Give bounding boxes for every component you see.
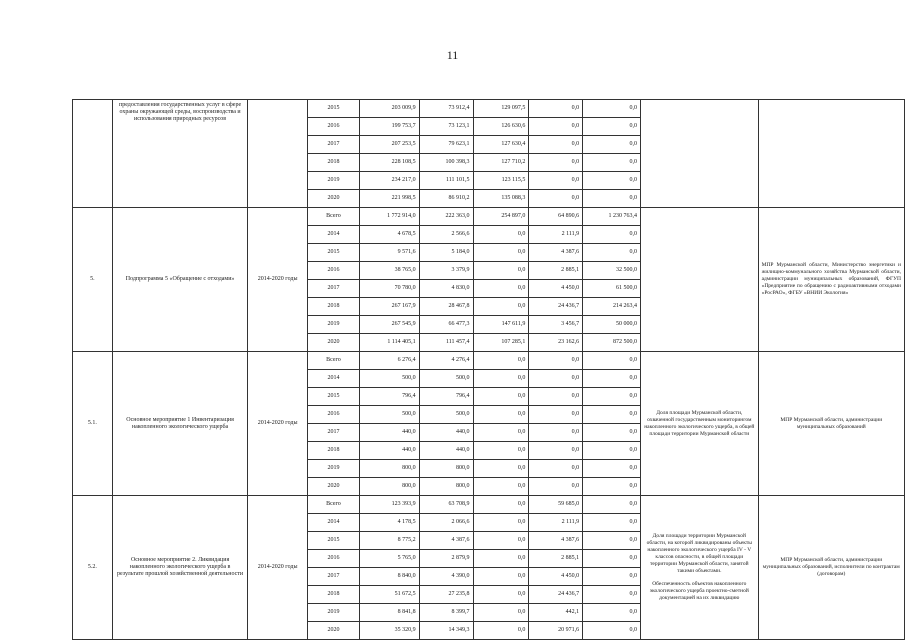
- amount-cell: 111 457,4: [419, 334, 473, 352]
- amount-cell: 3 456,7: [529, 316, 583, 334]
- year-cell: 2019: [308, 172, 360, 190]
- amount-cell: 0,0: [473, 244, 529, 262]
- amount-cell: 8 841,8: [359, 604, 419, 622]
- amount-cell: 59 685,0: [529, 496, 583, 514]
- amount-cell: 1 772 914,0: [359, 208, 419, 226]
- amount-cell: 27 235,8: [419, 586, 473, 604]
- amount-cell: 135 088,3: [473, 190, 529, 208]
- amount-cell: 107 285,1: [473, 334, 529, 352]
- amount-cell: 1 114 405,1: [359, 334, 419, 352]
- amount-cell: 86 910,2: [419, 190, 473, 208]
- executor-cell: [758, 100, 904, 208]
- year-cell: 2016: [308, 118, 360, 136]
- amount-cell: 2 111,9: [529, 514, 583, 532]
- period: 2014-2020 годы: [248, 496, 308, 640]
- amount-cell: 14 349,3: [419, 622, 473, 640]
- year-cell: 2015: [308, 244, 360, 262]
- amount-cell: 0,0: [473, 442, 529, 460]
- executor: МПР Мурманской области, Министерство энергетики и жилищно-коммунального хозяйства Мурманской области, администрации муниципальных образований, ФГУП «Предприятие по обращению с радиоактивными отходами «РосРАО», ФГБУ «ВНИИ Экология»: [758, 208, 904, 352]
- amount-cell: 79 623,1: [419, 136, 473, 154]
- table-row: [73, 208, 905, 226]
- amount-cell: 63 708,9: [419, 496, 473, 514]
- amount-cell: 127 630,4: [473, 136, 529, 154]
- amount-cell: 440,0: [359, 424, 419, 442]
- amount-cell: 2 111,9: [529, 226, 583, 244]
- amount-cell: 4 830,0: [419, 280, 473, 298]
- year-cell: 2020: [308, 478, 360, 496]
- amount-cell: 4 390,0: [419, 568, 473, 586]
- amount-cell: 0,0: [529, 388, 583, 406]
- amount-cell: 8 840,0: [359, 568, 419, 586]
- year-cell: 2014: [308, 370, 360, 388]
- amount-cell: 23 162,6: [529, 334, 583, 352]
- amount-cell: 500,0: [359, 406, 419, 424]
- amount-cell: 0,0: [529, 190, 583, 208]
- amount-cell: 796,4: [359, 388, 419, 406]
- indicator-2: Обеспеченность объектов накопленного экологического ущерба проектно-сметной документацией на их ликвидацию: [649, 581, 749, 601]
- year-cell: 2018: [308, 298, 360, 316]
- amount-cell: 0,0: [583, 622, 641, 640]
- amount-cell: 0,0: [583, 154, 641, 172]
- amount-cell: 3 379,9: [419, 262, 473, 280]
- amount-cell: 66 477,3: [419, 316, 473, 334]
- year-cell: Всего: [308, 496, 360, 514]
- amount-cell: 0,0: [583, 514, 641, 532]
- year-cell: 2015: [308, 532, 360, 550]
- amount-cell: 123 115,5: [473, 172, 529, 190]
- budget-table: [72, 99, 905, 640]
- amount-cell: 0,0: [529, 136, 583, 154]
- amount-cell: 228 108,5: [359, 154, 419, 172]
- amount-cell: 0,0: [583, 244, 641, 262]
- amount-cell: 24 436,7: [529, 298, 583, 316]
- amount-cell: 254 897,0: [473, 208, 529, 226]
- period-cell: [248, 100, 308, 208]
- program-name: Основное мероприятие 1 Инвентаризация накопленного экологического ущерба: [112, 352, 247, 496]
- amount-cell: 214 263,4: [583, 298, 641, 316]
- year-cell: 2014: [308, 514, 360, 532]
- amount-cell: 5 765,0: [359, 550, 419, 568]
- amount-cell: 61 500,0: [583, 280, 641, 298]
- amount-cell: 500,0: [359, 370, 419, 388]
- amount-cell: 0,0: [583, 586, 641, 604]
- amount-cell: 800,0: [359, 478, 419, 496]
- amount-cell: 440,0: [359, 442, 419, 460]
- amount-cell: 0,0: [473, 568, 529, 586]
- amount-cell: 0,0: [583, 136, 641, 154]
- amount-cell: 0,0: [529, 478, 583, 496]
- amount-cell: 203 009,9: [359, 100, 419, 118]
- amount-cell: 0,0: [583, 532, 641, 550]
- executor: МПР Мурманской области, администрации муниципальных образований: [758, 352, 904, 496]
- amount-cell: 9 571,6: [359, 244, 419, 262]
- amount-cell: 4 387,6: [529, 532, 583, 550]
- amount-cell: 872 500,0: [583, 334, 641, 352]
- amount-cell: 0,0: [583, 172, 641, 190]
- amount-cell: 0,0: [473, 226, 529, 244]
- year-cell: 2014: [308, 226, 360, 244]
- amount-cell: 64 890,6: [529, 208, 583, 226]
- amount-cell: 0,0: [529, 118, 583, 136]
- year-cell: 2015: [308, 388, 360, 406]
- indicator-cell: [641, 496, 759, 640]
- amount-cell: 0,0: [529, 406, 583, 424]
- year-cell: 2016: [308, 406, 360, 424]
- amount-cell: 0,0: [583, 550, 641, 568]
- amount-cell: 0,0: [583, 496, 641, 514]
- amount-cell: 0,0: [473, 622, 529, 640]
- amount-cell: 0,0: [583, 118, 641, 136]
- year-cell: 2015: [308, 100, 360, 118]
- program-name: Основное мероприятие 2. Ликвидация накопленного экологического ущерба в результате прошлой хозяйственной деятельности: [112, 496, 247, 640]
- amount-cell: 0,0: [473, 496, 529, 514]
- amount-cell: 0,0: [529, 154, 583, 172]
- amount-cell: 0,0: [473, 262, 529, 280]
- amount-cell: 4 387,6: [529, 244, 583, 262]
- year-cell: 2017: [308, 280, 360, 298]
- amount-cell: 126 630,6: [473, 118, 529, 136]
- amount-cell: 800,0: [419, 478, 473, 496]
- year-cell: 2017: [308, 424, 360, 442]
- amount-cell: 4 387,6: [419, 532, 473, 550]
- year-cell: 2019: [308, 604, 360, 622]
- indicator: Доля площади Мурманской области, охваченной государственным мониторингом накопленного экологического ущерба, в общей площади территории Мурманской области: [641, 352, 759, 496]
- amount-cell: 0,0: [473, 298, 529, 316]
- year-cell: 2019: [308, 460, 360, 478]
- year-cell: 2019: [308, 316, 360, 334]
- amount-cell: 0,0: [529, 100, 583, 118]
- amount-cell: 267 167,9: [359, 298, 419, 316]
- amount-cell: 0,0: [473, 352, 529, 370]
- amount-cell: 50 000,0: [583, 316, 641, 334]
- amount-cell: 500,0: [419, 370, 473, 388]
- amount-cell: 267 545,9: [359, 316, 419, 334]
- amount-cell: 0,0: [529, 370, 583, 388]
- amount-cell: 111 101,5: [419, 172, 473, 190]
- amount-cell: 221 998,5: [359, 190, 419, 208]
- period: 2014-2020 годы: [248, 208, 308, 352]
- amount-cell: 0,0: [583, 406, 641, 424]
- amount-cell: 100 398,3: [419, 154, 473, 172]
- amount-cell: 73 912,4: [419, 100, 473, 118]
- table-row: [73, 496, 905, 514]
- amount-cell: 70 780,0: [359, 280, 419, 298]
- amount-cell: 2 066,6: [419, 514, 473, 532]
- amount-cell: 2 885,1: [529, 262, 583, 280]
- amount-cell: 0,0: [583, 604, 641, 622]
- period: 2014-2020 годы: [248, 352, 308, 496]
- indicator-cell: [641, 208, 759, 352]
- year-cell: Всего: [308, 208, 360, 226]
- amount-cell: 500,0: [419, 406, 473, 424]
- amount-cell: 0,0: [529, 424, 583, 442]
- amount-cell: 0,0: [583, 442, 641, 460]
- amount-cell: 0,0: [473, 370, 529, 388]
- amount-cell: 0,0: [473, 406, 529, 424]
- amount-cell: 0,0: [583, 568, 641, 586]
- amount-cell: 0,0: [583, 460, 641, 478]
- amount-cell: 0,0: [473, 586, 529, 604]
- amount-cell: 0,0: [583, 100, 641, 118]
- year-cell: 2020: [308, 190, 360, 208]
- amount-cell: 199 753,7: [359, 118, 419, 136]
- row-number: 5.1.: [73, 352, 113, 496]
- amount-cell: 2 566,6: [419, 226, 473, 244]
- amount-cell: 0,0: [473, 550, 529, 568]
- amount-cell: 123 393,9: [359, 496, 419, 514]
- amount-cell: 0,0: [473, 280, 529, 298]
- indicator-cell: [641, 100, 759, 208]
- year-cell: 2016: [308, 550, 360, 568]
- page-number: 11: [446, 48, 459, 62]
- amount-cell: 0,0: [583, 352, 641, 370]
- amount-cell: 0,0: [473, 388, 529, 406]
- amount-cell: 0,0: [583, 226, 641, 244]
- amount-cell: 440,0: [419, 424, 473, 442]
- table-row: [73, 100, 905, 118]
- program-name: Подпрограмма 5 «Обращение с отходами»: [112, 208, 247, 352]
- amount-cell: 0,0: [583, 370, 641, 388]
- amount-cell: 8 399,7: [419, 604, 473, 622]
- amount-cell: 2 885,1: [529, 550, 583, 568]
- table-row: [73, 352, 905, 370]
- amount-cell: 0,0: [583, 190, 641, 208]
- amount-cell: 20 971,6: [529, 622, 583, 640]
- amount-cell: 8 775,2: [359, 532, 419, 550]
- amount-cell: 0,0: [529, 172, 583, 190]
- amount-cell: 1 230 763,4: [583, 208, 641, 226]
- amount-cell: 0,0: [529, 460, 583, 478]
- row-number: 5.2.: [73, 496, 113, 640]
- amount-cell: 38 765,0: [359, 262, 419, 280]
- amount-cell: 796,4: [419, 388, 473, 406]
- amount-cell: 4 450,0: [529, 280, 583, 298]
- amount-cell: 127 710,2: [473, 154, 529, 172]
- amount-cell: 442,1: [529, 604, 583, 622]
- year-cell: 2017: [308, 568, 360, 586]
- amount-cell: 6 276,4: [359, 352, 419, 370]
- year-cell: 2017: [308, 136, 360, 154]
- amount-cell: 0,0: [529, 352, 583, 370]
- year-cell: 2020: [308, 334, 360, 352]
- amount-cell: 222 363,0: [419, 208, 473, 226]
- amount-cell: 35 320,9: [359, 622, 419, 640]
- amount-cell: 440,0: [419, 442, 473, 460]
- row-number-cell: [73, 100, 113, 208]
- year-cell: Всего: [308, 352, 360, 370]
- year-cell: 2018: [308, 442, 360, 460]
- amount-cell: 5 184,0: [419, 244, 473, 262]
- amount-cell: 147 611,9: [473, 316, 529, 334]
- amount-cell: 800,0: [419, 460, 473, 478]
- amount-cell: 0,0: [473, 514, 529, 532]
- year-cell: 2018: [308, 154, 360, 172]
- amount-cell: 73 123,1: [419, 118, 473, 136]
- amount-cell: 207 253,5: [359, 136, 419, 154]
- amount-cell: 0,0: [529, 442, 583, 460]
- amount-cell: 32 500,0: [583, 262, 641, 280]
- amount-cell: 800,0: [359, 460, 419, 478]
- amount-cell: 0,0: [473, 532, 529, 550]
- amount-cell: 4 678,5: [359, 226, 419, 244]
- amount-cell: 0,0: [583, 388, 641, 406]
- amount-cell: 2 879,9: [419, 550, 473, 568]
- year-cell: 2016: [308, 262, 360, 280]
- amount-cell: 0,0: [473, 424, 529, 442]
- amount-cell: 234 217,0: [359, 172, 419, 190]
- amount-cell: 0,0: [583, 478, 641, 496]
- amount-cell: 129 097,5: [473, 100, 529, 118]
- executor: МПР Мурманской области, администрации муниципальных образований, исполнители по контрактам (договорам): [758, 496, 904, 640]
- amount-cell: 0,0: [473, 460, 529, 478]
- program-name: предоставления государственных услуг в сфере охраны окружающей среды, воспроизводства и использования природных ресурсов: [112, 100, 247, 208]
- amount-cell: 4 178,5: [359, 514, 419, 532]
- amount-cell: 28 467,8: [419, 298, 473, 316]
- amount-cell: 0,0: [473, 478, 529, 496]
- amount-cell: 51 672,5: [359, 586, 419, 604]
- row-number: 5.: [73, 208, 113, 352]
- amount-cell: 4 450,0: [529, 568, 583, 586]
- amount-cell: 0,0: [583, 424, 641, 442]
- amount-cell: 4 276,4: [419, 352, 473, 370]
- year-cell: 2018: [308, 586, 360, 604]
- year-cell: 2020: [308, 622, 360, 640]
- amount-cell: 0,0: [473, 604, 529, 622]
- indicator-1: Доля площади территории Мурманской области, на которой ликвидированы объекты накопленного экологического ущерба IV - V классов опасности, в общей площади территории Мурманской области, занятой такими объектами.: [646, 533, 752, 574]
- amount-cell: 24 436,7: [529, 586, 583, 604]
